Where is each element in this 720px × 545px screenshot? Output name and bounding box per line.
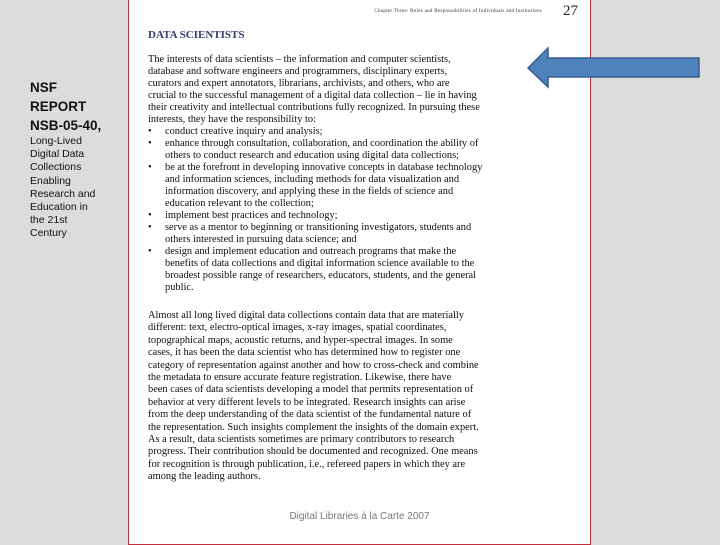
text-line: been cases of data scientists developing a model that permits representation of xyxy=(148,384,474,396)
text-line: from the deep understanding of the data scientist of the fundamental nature of xyxy=(148,409,472,421)
text-line: crucial to the successful management of a digital data collection – lie in having xyxy=(148,90,477,101)
bullet-icon xyxy=(148,150,165,162)
bullet-text: enhance through consultation, collaboration, and coordination the ability of xyxy=(165,138,479,149)
text-line: The interests of data scientists – the information and computer scientists, xyxy=(148,54,451,65)
bullet-item-line xyxy=(148,150,482,162)
text-line: for recognition is through publication, i.e., refereed papers in which they are xyxy=(148,458,466,470)
bullet-item-line xyxy=(148,258,482,270)
bullet-icon: • xyxy=(148,246,152,257)
title-line: NSB-05-40, xyxy=(30,118,102,133)
bullet-item-line xyxy=(148,138,482,150)
bullet-text: be at the forefront in developing innovative concepts in database technology xyxy=(165,162,483,173)
text-line: cases, it has been the data scientist who has determined how to register one xyxy=(148,347,461,359)
bullet-icon xyxy=(148,186,165,198)
intro-paragraph xyxy=(148,54,482,294)
slide-sidebar xyxy=(30,78,125,241)
bullet-text: broadest possible range of researchers, educators, students, and the general xyxy=(165,270,477,281)
bullet-icon xyxy=(148,234,165,246)
title-line: NSF xyxy=(30,80,57,95)
text-line: among the leading authors. xyxy=(148,471,261,483)
text-line: interests, they have the responsibility to: xyxy=(148,114,316,125)
report-subtitle xyxy=(30,135,125,241)
text-line: different: text, electro-optical images, x-ray images, spatial coordinates, xyxy=(148,322,447,334)
bullet-icon xyxy=(148,198,165,210)
bullet-item-line xyxy=(148,222,482,234)
subtitle-line: the 21st xyxy=(30,214,68,227)
subtitle-line: Digital Data xyxy=(30,148,85,161)
title-line: REPORT xyxy=(30,99,87,114)
document-page xyxy=(128,0,591,545)
report-title xyxy=(30,78,125,135)
bullet-icon: • xyxy=(148,138,152,149)
bullet-text: design and implement education and outreach programs that make the xyxy=(165,246,457,257)
bullet-text: benefits of data collections and digital information science available to the xyxy=(165,258,475,269)
subtitle-line: Long-Lived xyxy=(30,135,82,147)
subtitle-line: Education in xyxy=(30,201,88,214)
bullet-icon xyxy=(148,174,165,186)
bullet-icon xyxy=(148,282,165,294)
text-line: progress. Their contribution should be documented and recognized. One means xyxy=(148,446,478,458)
bullet-text: implement best practices and technology; xyxy=(165,210,338,221)
text-line: the metadata to ensure accurate feature registration. Likewise, there have xyxy=(148,371,452,383)
text-line: behavior at very different levels to be integrated. Research insights can arise xyxy=(148,396,466,408)
bullet-icon xyxy=(148,270,165,282)
bullet-item-line xyxy=(148,234,482,246)
subtitle-line: Enabling xyxy=(30,174,71,187)
bullet-text: public. xyxy=(165,282,194,293)
text-line: category of representation against another and how to cross-check and combine xyxy=(148,359,479,371)
bullet-item-line xyxy=(148,246,482,258)
bullet-text: others interested in pursuing data science; and xyxy=(165,234,357,245)
bullet-item-line xyxy=(148,282,482,294)
bullet-icon: • xyxy=(148,210,152,221)
text-line: As a result, data scientists sometimes are primary contributors to research xyxy=(148,433,455,445)
page-number: 27 xyxy=(563,3,578,19)
subtitle-line: Research and xyxy=(30,187,96,200)
bullet-item-line xyxy=(148,270,482,282)
bullet-item-line xyxy=(148,174,482,186)
text-line: database and software engineers and programmers, disciplinary experts, xyxy=(148,66,448,77)
bullet-item-line xyxy=(148,126,482,138)
text-line: Almost all long lived digital data collections contain data that are materially xyxy=(148,310,464,321)
bullet-text: others to conduct research and education using digital data collections; xyxy=(165,150,460,161)
bullet-text: information discovery, and applying these in the fields of science and xyxy=(165,186,454,197)
section-heading: DATA SCIENTISTS xyxy=(148,29,245,41)
bullet-item-line xyxy=(148,162,482,174)
body-paragraph xyxy=(148,310,479,483)
slide-footer: Digital Libraries à la Carte 2007 xyxy=(289,511,430,522)
bullet-icon xyxy=(148,258,165,270)
bullet-item-line xyxy=(148,186,482,198)
bullet-item-line xyxy=(148,198,482,210)
bullet-icon: • xyxy=(148,222,152,233)
text-line: curators and expert annotators, librarians, archivists, and others, who are xyxy=(148,78,450,89)
subtitle-line: Collections xyxy=(30,161,82,174)
bullet-text: serve as a mentor to beginning or transitioning investigators, students and xyxy=(165,222,472,233)
running-head: Chapter Three: Roles and Responsibilities of Individuals and Institutions xyxy=(374,9,542,14)
bullet-item-line xyxy=(148,210,482,222)
text-line: the representation. Such insights complement the insights of the domain expert. xyxy=(148,421,479,433)
bullet-icon: • xyxy=(148,162,152,173)
bullet-text: and information sciences, including methods for data visualization and xyxy=(165,174,460,185)
subtitle-line: Century xyxy=(30,227,67,240)
bullet-icon: • xyxy=(148,126,152,137)
text-line: their creativity and intellectual contributions fully recognized. In pursuing these xyxy=(148,102,480,113)
bullet-text: education relevant to the collection; xyxy=(165,198,314,209)
text-line: topographical maps, acoustic returns, and hyper-spectral images. In some xyxy=(148,334,453,346)
left-arrow-icon xyxy=(526,46,702,108)
bullet-text: conduct creative inquiry and analysis; xyxy=(165,126,323,137)
